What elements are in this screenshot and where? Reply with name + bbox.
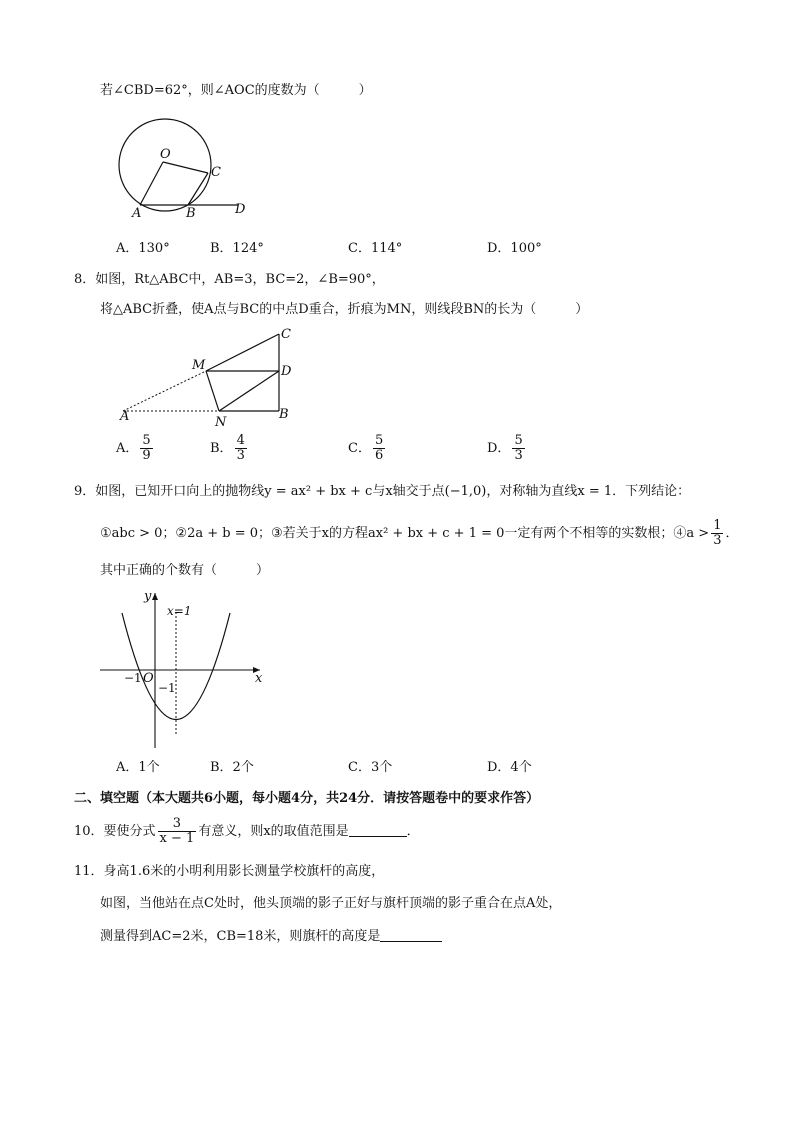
q9-option-a: A．1个: [116, 760, 160, 775]
y-axis-arrow-icon: [152, 593, 158, 600]
q11-line2: 如图，当他站在点C处时，他头顶端的影子正好与旗杆顶端的影子重合在点A处，: [100, 896, 562, 911]
q7-circle-figure: [110, 125, 270, 225]
q9-line2-text: ①abc > 0；②2a + b = 0；③若关于x的方程ax² + bx + c + 1 = 0一定有两个不相等的实数根；④a >: [100, 526, 710, 541]
q8-option-b-den: 3: [236, 448, 245, 463]
q8-number: 8．: [74, 272, 96, 287]
q8-triangle-figure: [115, 326, 305, 430]
q8-option-d-letter: D．: [487, 441, 511, 456]
q11-line1: 11．身高1.6米的小明利用影长测量学校旗杆的高度，: [74, 864, 385, 879]
label-c: C: [281, 327, 291, 342]
q8-option-a-num: 5: [142, 433, 151, 448]
label-n: N: [215, 415, 227, 430]
q9-frac-num: 1: [713, 518, 722, 533]
q8-option-a-fraction: [140, 434, 152, 463]
label-y: y: [144, 589, 152, 604]
q8-option-b: [210, 434, 249, 463]
q11-line3: [100, 927, 442, 946]
q10-fraction: [158, 817, 197, 846]
q9-number: 9．: [74, 484, 96, 499]
q8-option-d-num: 5: [514, 433, 523, 448]
circle: [119, 119, 211, 211]
q10-end: ．: [406, 824, 420, 839]
q8-line1-text: 如图，Rt△ABC中，AB=3，BC=2，∠B=90°，: [95, 272, 385, 287]
q10-suffix: 有意义，则x的取值范围是: [198, 824, 349, 839]
segment-mc: [206, 334, 279, 371]
label-o: O: [160, 147, 171, 162]
segment-cb: [188, 173, 208, 205]
q8-option-d-den: 3: [514, 448, 523, 463]
label-b: B: [279, 407, 289, 422]
q8-option-a-den: 9: [142, 448, 151, 463]
label-o: O: [143, 671, 154, 686]
q7-option-c: C．114°: [348, 241, 403, 256]
q10-line: [74, 817, 420, 853]
q9-option-c: C．3个: [348, 760, 393, 775]
q11-answer-blank[interactable]: [380, 927, 442, 942]
q10-frac-num: 3: [158, 817, 197, 832]
q9-line1-text: 如图，已知开口向上的抛物线y = ax² + bx + c与x轴交于点(−1,0)，对称轴为直线x = 1．下列结论：: [95, 484, 691, 499]
label-axis: x=1: [167, 604, 192, 618]
label-x: x: [255, 671, 263, 686]
segment-am-dashed: [123, 371, 206, 411]
q9-line3: 其中正确的个数有（ ）: [100, 563, 270, 578]
q9-frac-den: 3: [713, 533, 722, 548]
segment-mn: [206, 371, 219, 411]
label-m: M: [192, 358, 206, 373]
q8-option-c-fraction: [373, 434, 385, 463]
label-a: A: [132, 206, 142, 221]
q8-option-c-letter: C．: [348, 441, 371, 456]
q8-option-d-fraction: [512, 434, 524, 463]
q8-option-c: [348, 434, 387, 463]
label-a: A: [120, 409, 130, 424]
q8-option-d: [487, 434, 527, 463]
q9-option-b: B．2个: [210, 760, 254, 775]
label-c: C: [211, 165, 221, 180]
q11-line3-text: 测量得到AC=2米，CB=18米，则旗杆的高度是: [100, 929, 381, 944]
q7-option-b: B．124°: [210, 241, 264, 256]
label-b: B: [186, 206, 196, 221]
q8-option-b-num: 4: [236, 433, 245, 448]
q8-option-c-num: 5: [374, 433, 384, 448]
q10-answer-blank[interactable]: [349, 822, 407, 837]
q7-option-d: D．100°: [487, 241, 542, 256]
q8-option-b-fraction: [235, 434, 247, 463]
label-d: D: [281, 364, 292, 379]
q8-option-a: [116, 434, 155, 463]
label-neg1-x: −1: [124, 671, 142, 685]
q10-prefix: 10．要使分式: [74, 824, 156, 839]
label-neg1-y: −1: [158, 681, 176, 695]
q8-option-a-letter: A．: [116, 441, 139, 456]
segment-oa: [140, 162, 163, 205]
q8-option-b-letter: B．: [210, 441, 233, 456]
q7-stem: 若∠CBD=62°，则∠AOC的度数为（ ）: [100, 83, 372, 98]
label-d: D: [235, 202, 246, 217]
segment-nd: [219, 371, 279, 411]
segment-oc: [163, 162, 208, 173]
section-heading: 二、填空题（本大题共6小题，每小题4分，共24分．请按答题卷中的要求作答）: [74, 791, 540, 806]
q8-line2: 将△ABC折叠，使A点与BC的中点D重合，折痕为MN，则线段BN的长为（ ）: [100, 302, 589, 317]
q8-option-c-den: 6: [374, 448, 384, 463]
q8-line1: [74, 271, 385, 289]
q9-line1: [74, 483, 690, 501]
q9-line2-fraction: [711, 519, 723, 548]
q9-parabola-figure: [100, 588, 270, 748]
q10-frac-den: x − 1: [159, 831, 195, 846]
q7-option-a: A．130°: [116, 241, 170, 256]
q9-option-d: D．4个: [487, 760, 532, 775]
q9-line2: ①abc > 0；②2a + b = 0；③若关于x的方程ax² + bx + c + 1 = 0一定有两个不相等的实数根；④a > $\frac{1}{3}$ ．: [100, 518, 739, 548]
